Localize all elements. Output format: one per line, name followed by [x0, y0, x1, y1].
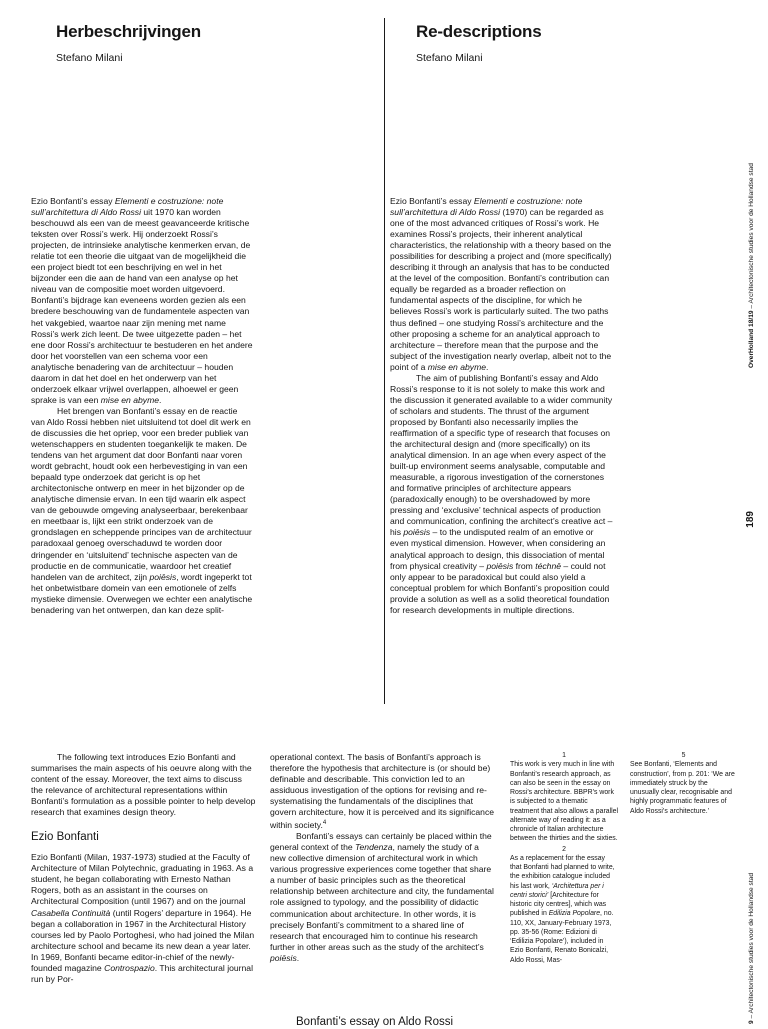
author-dutch: Stefano Milani	[56, 52, 123, 64]
english-body-text	[390, 196, 614, 616]
footnote-number-1: 1	[562, 752, 566, 759]
english-paragraph-2: The aim of publishing Bonfanti’s essay and Aldo Rossi’s response to it is not solely to make this work and the discussion it generated available to a wider community of scholars and students. The thrust of the argument proposed by Bonfanti also necessarily implies the reaffirmation of a specific type of research that focuses on the architectural design and (more specifically) on its analytical dimension. In an age when every aspect of the built-up environment seems analysable, computable and measurable, a rigorous investigation of the cornerstones and formative principles of architecture appears (paradoxically enough) to be overshadowed by more pressing and ‘exclusive’ technical aspects of production and communication, confining the architect’s creative act –his poiēsis – to the undisputed realm of an emotive or even mystical dimension. However, when considering an analytical approach to design, this dissociation of mental from physical creativity – poiēsis from téchnē – could not only appear to be paradoxical but could also yield a conceptual problem for which Bonfanti’s proposition could provide a solution as well as a solid theoretical foundation for research developments in multiple directions.	[390, 372, 613, 615]
footnote-text-2: As a replacement for the essay that Bonfanti had planned to write, the exhibition catalogue included his last work, ‘Architettura per i centri storici’ [Architecture for historic city centres], which was published in Edilizia Popolare, no. 110, XX, January-February 1973, pp. 35-56 (Rome: Edizioni di ‘Edilizia Popolare’), included in Ezio Bonfanti, Renato Bonicalzi, Aldo Rossi, Mas-	[510, 854, 615, 964]
page-number: 189	[745, 511, 756, 528]
page-title-english: Re-descriptions	[416, 22, 542, 41]
author-english: Stefano Milani	[416, 52, 483, 64]
footnotes-column-1	[510, 751, 618, 965]
footnotes-column-2	[630, 751, 737, 816]
journal-issue-fragment: 9	[748, 1020, 755, 1024]
intro-paragraph: The following text introduces Ezio Bonfanti and summarises the main aspects of his oeuvre along with the content of the essay. Moreover, the text aims to discuss the relevance of architectural representations within Bonfanti’s formulation as a possible pointer to help develop research that examines design theory.	[31, 752, 256, 818]
english-paragraph-1: Ezio Bonfanti’s essay Elementi e costruzione: note sull’architettura di Aldo Rossi (1970) can be regarded as one of the most advanced critiques of Rossi’s work. He examines Rossi’s projects, their inherent analytical characteristics, the relationship with a theory based on the possibilities for describing a project and (more specifically) describing it through an analysis that has to be conducted at the level of the composition. Bonfanti’s contribution can equally be regarded as a broader reflection on fundamental aspects of the discipline, for which he believes Rossi’s work is particularly suited. The two paths thus defined – one studying Rossi’s architecture and the other proposing a scheme for an analytical approach to architecture – therefore mean that the purpose and the subject of the investigation nearly overlap, albeit not to the point of a mise en abyme.	[390, 196, 612, 372]
dutch-paragraph-2: Het brengen van Bonfanti’s essay en de reactie van Aldo Rossi hebben niet uitsluitend tot doel dit werk en de discussies die het opriep, voor een breder publiek van wetenschappers en studenten toegankelijk te maken. De tendens van het argument dat door Bonfanti naar voren wordt gebracht, houdt ook een herbevestiging in van een bepaald type onderzoek dat gericht is op het architectonische ontwerp en meer in het bijzonder op de analytische dimensie ervan. In een tijd waarin elk aspect van de gebouwde omgeving analyseerbaar, berekenbaar en meetbaar is, lijkt een strikt onderzoek van de grondslagen en scheppende principes van de architectuur paradoxaal genoeg overschaduwd te worden door dringender en ‘uitsluitend’ technische aspecten van de productie en de communicatie, waardoor het creatief handelen van de architect, zijn poiēsis, wordt ingeperkt tot het onbetwistbare domein van een emotionele of zelfs mystieke dimensie. Overwegen we echter een analytische benadering van het ontwerpen, dan kan deze split-	[31, 405, 253, 615]
intro-column	[31, 752, 256, 985]
column-divider	[384, 18, 385, 704]
dutch-body-text	[31, 196, 253, 616]
journal-subtitle-bottom: – Architectonische studies voor de Hollandse stad	[748, 872, 755, 1021]
page-title-dutch: Herbeschrijvingen	[56, 22, 201, 41]
running-footer-vertical	[748, 834, 756, 1024]
approach-paragraph-1: operational context. The basis of Bonfanti’s approach is therefore the hypothesis that architecture is (or should be) definable and describable. This conviction led to an assiduous investigation of the options for revising and re-systematising the fundamentals of the disciplines that govern architecture, how it is perceived and its significance within society.$^4$	[270, 752, 495, 831]
biography-paragraph: Ezio Bonfanti (Milan, 1937-1973) studied at the Faculty of Architecture of Milan Polytechnic, graduating in 1963. As a student, he began collaborating with Ernesto Nathan Rogers, both as an assistant in the courses on Architectural Composition (until 1967) and on the journal Casabella Continuità (until Rogers’ departure in 1964). He began a collaboration in 1967 in the Architectural History courses led by Paolo Portoghesi, who had joined the Milan architecture school and became its new dean a year later. In 1969, Bonfanti became editor-in-chief of the newly-founded magazine Controspazio. This architectural journal run by Por-	[31, 852, 255, 984]
footnote-text-1: This work is very much in line with Bonfanti’s research approach, as can also be seen in the essay on Rossi’s architecture. BBPR’s work is subjected to a thematic treatment that also allows a parallel alternate way of reading it: as a chronicle of Italian architecture between the thirties and the sixties.	[510, 761, 619, 843]
approach-paragraph-2: Bonfanti’s essays can certainly be placed within the general context of the Tendenza, namely the study of a new collective dimension of architectural work in which various progressive experiences come together that share a number of basic principles such as the theoretical relationship between architecture and city, the fundamental role assigned to typology, and the possibility of didactic communication about architecture. In other words, it is precisely Bonfanti’s commitment to a shared line of research that encouraged him to continue his research further in other areas such as the study of the architect’s poiēsis.	[270, 831, 494, 963]
subheading-bonfanti-essay: Bonfanti’s essay on Aldo Rossi	[296, 1016, 454, 1028]
footnote-number-2: 2	[562, 845, 566, 853]
section-title-ezio-bonfanti: Ezio Bonfanti	[31, 831, 99, 844]
dutch-paragraph-1: Ezio Bonfanti’s essay Elementi e costruzione: note sull’architettura di Aldo Rossi uit 1970 kan worden beschouwd als een van de meest geavanceerde kritische teksten over Rossi’s werk. Hij onderzoekt Rossi’s projecten, de intrinsieke analytische kenmerken ervan, de relatie tot een theorie die uitgaat van de mogelijkheid die een project biedt tot een beschrijving en wel in het bijzonder een die aan de hand van een analyse op het niveau van de compositie moet worden uitgevoerd. Bonfanti’s bijdrage kan eveneens worden gezien als een bredere beschouwing van de fundamentele aspecten van het vakgebied, waartoe naar zijn mening met name Rossi’s werk zich leent. De twee uitgezette paden – het ene door Rossi’s architectuur te bestuderen en het andere door het voorstellen van een schema voor een analytische benadering van de architectuur – houden daarom in dat het doel en het onderwerp van het onderzoek elkaar vrijwel overlappen, alhoewel er geen sprake is van een mise en abyme.	[31, 196, 253, 405]
footnote-number-5: 5	[681, 752, 686, 759]
footnote-text-5: See Bonfanti, ‘Elements and construction’, from p. 201: ‘We are immediately struck by the unusually clear, recognisable and highly programmatic features of Aldo Rossi’s architecture.’	[630, 761, 735, 815]
running-header-vertical	[748, 101, 756, 368]
journal-name: OverHolland 18/19	[748, 310, 755, 368]
journal-subtitle: – Architectonische studies voor de Hollandse stad	[748, 163, 755, 311]
bonfanti-approach-column	[270, 752, 496, 964]
